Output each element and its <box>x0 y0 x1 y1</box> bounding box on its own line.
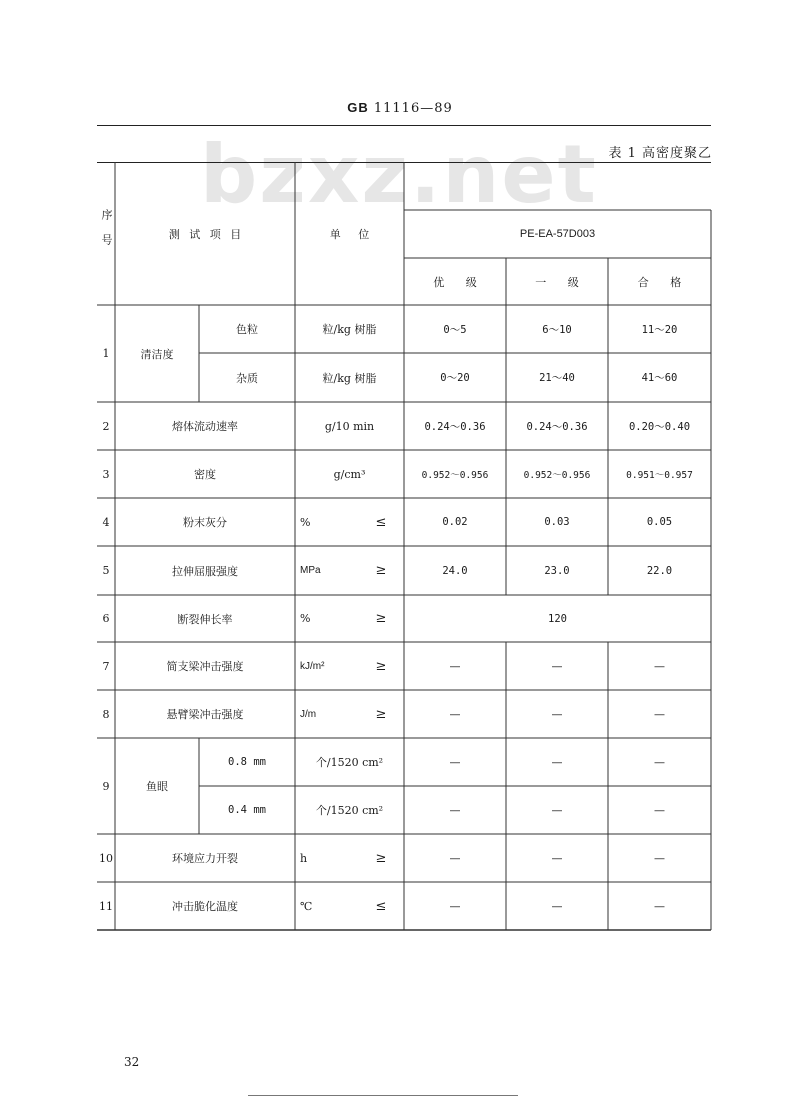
row-value-grade-2: 21～40 <box>539 372 575 384</box>
row-unit: 粒/kg 树脂 <box>322 323 377 336</box>
row-value-grade-3: — <box>654 899 665 913</box>
row-unit: % <box>300 515 311 529</box>
header-grade-group: PE-EA-57D003 <box>519 228 596 240</box>
standard-code: GB <box>347 100 369 115</box>
row-unit: ℃ <box>300 899 313 913</box>
row-value-grade-2: 0.24～0.36 <box>526 420 588 433</box>
row-value-grade-2: 6～10 <box>542 323 572 336</box>
row-item: 简支梁冲击强度 <box>166 660 244 673</box>
header-unit: 单 位 <box>329 227 370 241</box>
row-value-grade-3: 0.20～0.40 <box>628 420 691 433</box>
row-unit: % <box>300 612 311 625</box>
row-value-grade-1: — <box>449 707 461 721</box>
row-seq: 1 <box>102 347 110 360</box>
row-value-grade-1: 0.952～0.956 <box>421 470 489 481</box>
row-subitem: 0.8 mm <box>228 756 266 768</box>
row-item: 悬臂梁冲击强度 <box>166 708 244 721</box>
row-item: 粉末灰分 <box>183 516 227 529</box>
row-value-grade-1: — <box>449 851 461 865</box>
row-value-grade-2: — <box>551 803 563 817</box>
row-value-grade-2: — <box>551 707 563 721</box>
row-value-grade-3: 11～20 <box>641 323 678 336</box>
row-item: 鱼眼 <box>146 780 168 793</box>
row-subitem: 色粒 <box>236 323 258 336</box>
row-seq: 4 <box>102 515 110 529</box>
row-inequality: ≥ <box>375 706 387 722</box>
row-value-grade-2: 23.0 <box>544 564 570 577</box>
row-item: 密度 <box>194 468 216 481</box>
row-subitem: 杂质 <box>236 371 258 385</box>
row-value-grade-2: — <box>551 755 563 769</box>
row-inequality: ≥ <box>375 563 387 578</box>
row-unit: kJ/m² <box>300 660 325 672</box>
row-seq: 11 <box>99 899 113 913</box>
row-seq: 6 <box>102 612 110 625</box>
standard-number: 11116—89 <box>373 101 453 116</box>
row-value-grade-3: — <box>654 755 665 769</box>
row-value-grade-1: — <box>449 899 461 913</box>
row-item: 熔体流动速率 <box>172 420 238 433</box>
row-value-grade-3: — <box>654 803 665 817</box>
row-seq: 8 <box>102 707 110 721</box>
row-value-grade-3: 0.951～0.957 <box>626 470 693 481</box>
row-value-grade-3: — <box>654 707 665 721</box>
row-unit: h <box>300 851 308 865</box>
row-value-grade-3: 22.0 <box>646 564 673 577</box>
header-item: 测 试 项 目 <box>168 227 242 241</box>
row-value-grade-1: 0～5 <box>443 323 467 336</box>
row-value-grade-2: — <box>551 851 563 865</box>
row-value-grade-1: — <box>449 755 461 769</box>
row-item: 清洁度 <box>140 347 174 361</box>
row-value-grade-1: — <box>449 659 461 673</box>
row-unit: 个/1520 cm² <box>315 804 384 817</box>
row-item: 环境应力开裂 <box>172 852 238 865</box>
row-value-grade-2: — <box>551 899 563 913</box>
row-unit: g/cm³ <box>333 467 366 481</box>
row-value-grade-3: — <box>654 659 665 673</box>
row-item: 冲击脆化温度 <box>172 900 238 913</box>
row-subitem: 0.4 mm <box>228 804 266 816</box>
row-value-grade-1: 0.02 <box>442 516 468 528</box>
row-value-merged: 120 <box>548 612 567 625</box>
row-seq: 10 <box>99 851 113 865</box>
row-inequality: ≤ <box>375 514 387 530</box>
row-value-grade-1: 0.24～0.36 <box>424 420 486 433</box>
footer-rule <box>248 1095 518 1096</box>
row-seq: 2 <box>102 419 110 433</box>
row-value-grade-2: 0.03 <box>544 516 570 528</box>
header-grade-1: 优 级 <box>433 275 477 289</box>
row-inequality: ≤ <box>375 898 387 914</box>
row-seq: 5 <box>102 564 110 577</box>
header-seq: 序号 <box>100 208 113 259</box>
row-seq: 7 <box>102 659 110 673</box>
row-value-grade-2: 0.952～0.956 <box>523 470 591 481</box>
row-value-grade-3: 0.05 <box>646 516 673 528</box>
row-inequality: ≥ <box>375 611 387 626</box>
row-value-grade-1: 24.0 <box>442 564 468 577</box>
watermark: bzxz.net <box>200 128 598 221</box>
row-value-grade-3: — <box>654 851 665 865</box>
row-item: 断裂伸长率 <box>177 612 233 626</box>
row-seq: 9 <box>102 779 110 793</box>
row-value-grade-1: — <box>449 803 461 817</box>
header-grade-3: 合 格 <box>637 275 682 289</box>
row-unit: MPa <box>300 565 321 576</box>
row-value-grade-2: — <box>551 659 563 673</box>
row-unit: 粒/kg 树脂 <box>322 371 377 385</box>
row-inequality: ≥ <box>375 658 387 674</box>
row-unit: 个/1520 cm² <box>315 756 384 769</box>
row-seq: 3 <box>102 467 110 481</box>
page-number: 32 <box>124 1055 140 1069</box>
row-unit: J/m <box>300 708 317 720</box>
header-grade-2: 一 级 <box>535 275 579 289</box>
table-caption: 表 1 高密度聚乙 <box>608 146 712 161</box>
row-value-grade-1: 0～20 <box>440 372 470 384</box>
row-inequality: ≥ <box>375 850 387 866</box>
row-value-grade-3: 41～60 <box>641 372 678 384</box>
row-item: 拉伸屈服强度 <box>172 564 238 578</box>
row-unit: g/10 min <box>324 419 375 433</box>
